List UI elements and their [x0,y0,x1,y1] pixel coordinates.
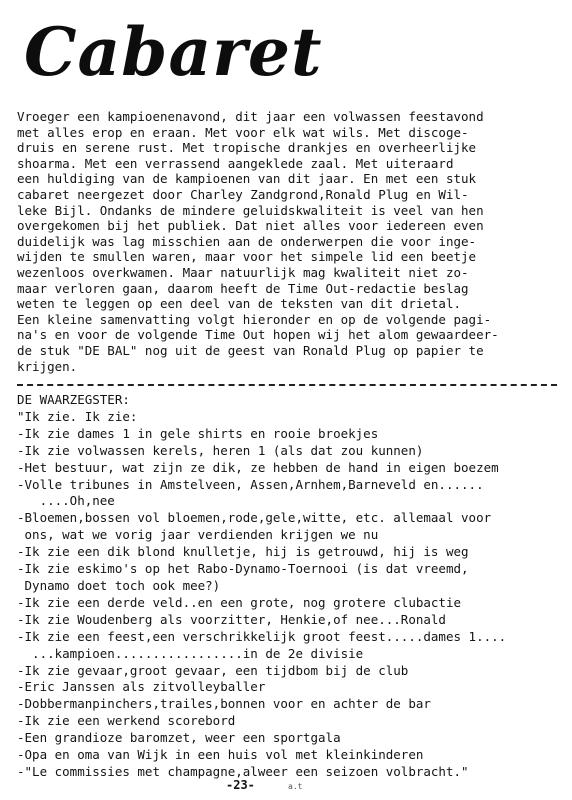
text-line: met alles erop en eraan. Met voor elk wat wils. Met discoge- [17,124,469,140]
list-item: -Ik zie eskimo's op het Rabo-Dynamo-Toernooi (is dat vreemd, [17,561,469,577]
list-item: -Eric Janssen als zitvolleyballer [17,679,266,695]
list-item: -Een grandioze baromzet, weer een sportgala [17,730,341,746]
text-line: Een kleine samenvatting volgt hieronder en op de volgende pagi- [17,311,492,327]
list-item: -Ik zie gevaar,groot gevaar, een tijdbom bij de club [17,662,409,678]
waarzegster-section [17,392,563,781]
section-heading: DE WAARZEGSTER: [17,392,130,407]
text-line: krijgen. [17,358,78,374]
list-item: -Opa en oma van Wijk in een huis vol met kleinkinderen [17,747,424,763]
list-item: -Bloemen,bossen vol bloemen,rode,gele,witte, etc. allemaal voor [17,510,492,526]
page-title: Cabaret [24,13,323,91]
text-line: weten te leggen op een deel van de teksten van dit drietal. [17,296,462,312]
list-item: -Dobbermanpinchers,trailes,bonnen voor en achter de bar [17,696,431,712]
list-item: Dynamo doet toch ook mee?) [17,577,221,593]
list-item: "Ik zie. Ik zie: [17,408,138,424]
section-divider [17,384,557,386]
text-line: druis en serene rust. Met tropische drankjes en overheerlijke [17,140,477,156]
list-item: -Ik zie dames 1 in gele shirts en rooie broekjes [17,425,379,441]
list-item: -Het bestuur, wat zijn ze dik, ze hebben de hand in eigen boezem [17,459,499,475]
list-item: -Ik zie Woudenberg als voorzitter, Henkie,of nee...Ronald [17,611,446,627]
intro-paragraph [17,109,563,374]
text-line: overgekomen bij het publiek. Dat niet alles voor iedereen even [17,218,484,234]
list-item: -Ik zie een feest,een verschrikkelijk groot feest.....dames 1.... [17,628,507,644]
handwritten-mark: a.t [288,782,303,791]
list-item: ....Oh,nee [17,493,115,509]
text-line: de stuk "DE BAL" nog uit de geest van Ronald Plug op papier te [17,342,484,358]
text-line: cabaret neergezet door Charley Zandgrond,Ronald Plug en Wil- [17,186,469,202]
list-item: ...kampioen.................in de 2e divisie [17,645,364,661]
list-item: -Ik zie volwassen kerels, heren 1 (als dat zou kunnen) [17,442,424,458]
text-line: duidelijk was lag misschien aan de onderwerpen die voor inge- [17,233,477,249]
text-line: na's en voor de volgende Time Out hopen wij het alom gewaardeer- [17,327,499,343]
text-line: een huldiging van de kampioenen van dit jaar. En met een stuk [17,171,477,187]
text-line: shoarma. Met een verrassend aangeklede zaal. Met uiteraard [17,155,454,171]
list-item: ons, wat we vorig jaar verdienden krijgen we nu [17,527,379,543]
text-line: Vroeger een kampioenenavond, dit jaar een volwassen feestavond [17,109,484,124]
text-line: wijden te smullen waren, maar voor het simpele lid een beetje [17,249,477,265]
text-line: maar verloren gaan, daarom heeft de Time Out-redactie beslag [17,280,469,296]
list-item: -Volle tribunes in Amstelveen, Assen,Arnhem,Barneveld en...... [17,476,484,492]
list-item: -Ik zie een werkend scorebord [17,713,236,729]
list-item: -Ik zie een dik blond knulletje, hij is getrouwd, hij is weg [17,544,469,560]
text-line: leke Bijl. Ondanks de mindere geluidskwaliteit is veel van hen [17,202,484,218]
page-number: -23- [226,778,255,792]
list-item: -"Le commissies met champagne,alweer een seizoen volbracht." [17,763,469,779]
text-line: wezenloos overkwamen. Maar natuurlijk mag kwaliteit niet zo- [17,264,469,280]
list-item: -Ik zie een derde veld..en een grote, nog grotere clubactie [17,594,462,610]
